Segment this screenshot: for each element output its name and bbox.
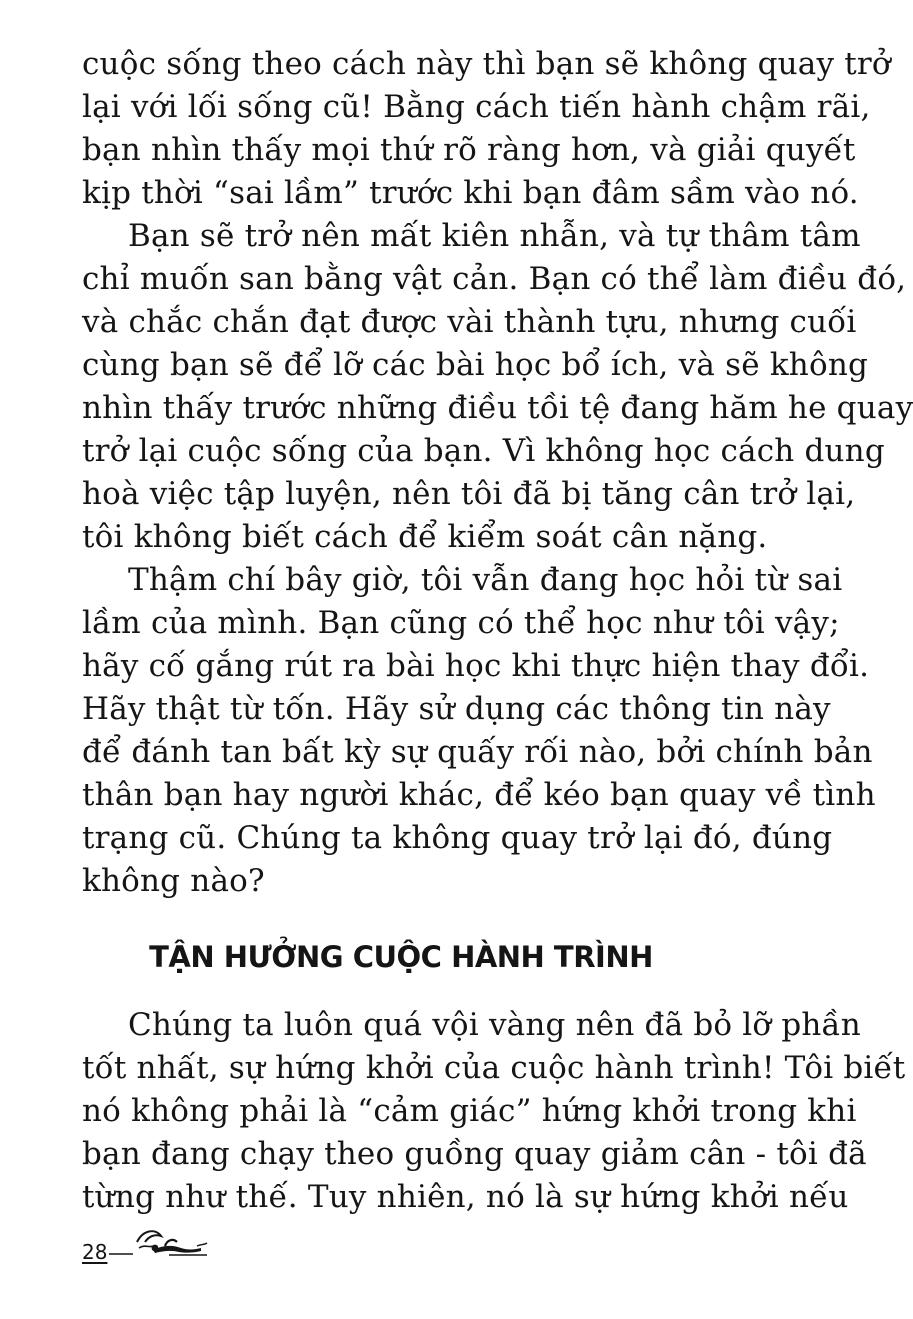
text-line: trở lại cuộc sống của bạn. Vì không học cách dung	[82, 433, 885, 469]
text-line: từng như thế. Tuy nhiên, nó là sự hứng khởi nếu	[82, 1179, 849, 1215]
text-line: Hãy thật từ tốn. Hãy sử dụng các thông tin này	[82, 691, 831, 727]
page-number: 28	[82, 1240, 108, 1264]
text-line: kịp thời “sai lầm” trước khi bạn đâm sầm vào nó.	[82, 175, 859, 211]
text-line: thân bạn hay người khác, để kéo bạn quay về tình	[82, 777, 876, 813]
text-line: để đánh tan bất kỳ sự quấy rối nào, bởi chính bản	[82, 734, 873, 770]
text-line: tốt nhất, sự hứng khởi của cuộc hành trình! Tôi biết	[82, 1050, 906, 1086]
text-line: nhìn thấy trước những điều tồi tệ đang hăm he quay	[82, 390, 913, 426]
text-line: lại với lối sống cũ! Bằng cách tiến hành chậm rãi,	[82, 89, 871, 125]
text-line: hoà việc tập luyện, nên tôi đã bị tăng cân trở lại,	[82, 476, 856, 512]
text-line: không nào?	[82, 863, 265, 899]
text-line: cùng bạn sẽ để lỡ các bài học bổ ích, và sẽ không	[82, 347, 869, 383]
text-line: Chúng ta luôn quá vội vàng nên đã bỏ lỡ phần	[128, 1007, 861, 1043]
text-line: Thậm chí bây giờ, tôi vẫn đang học hỏi từ sai	[128, 562, 843, 598]
text-line: lầm của mình. Bạn cũng có thể học như tôi vậy;	[82, 605, 840, 641]
section-heading: TẬN HƯỞNG CUỘC HÀNH TRÌNH	[149, 940, 653, 974]
page-footer	[82, 1224, 209, 1264]
text-line: hãy cố gắng rút ra bài học khi thực hiện thay đổi.	[82, 648, 870, 684]
swimmer-icon	[109, 1224, 209, 1258]
text-line: bạn đang chạy theo guồng quay giảm cân - tôi đã	[82, 1136, 867, 1172]
text-line: cuộc sống theo cách này thì bạn sẽ không quay trở	[82, 46, 891, 82]
text-line: và chắc chắn đạt được vài thành tựu, nhưng cuối	[82, 304, 857, 340]
text-line: chỉ muốn san bằng vật cản. Bạn có thể làm điều đó,	[82, 261, 907, 297]
text-line: trạng cũ. Chúng ta không quay trở lại đó, đúng	[82, 820, 833, 856]
text-line: tôi không biết cách để kiểm soát cân nặng.	[82, 519, 768, 555]
text-line: bạn nhìn thấy mọi thứ rõ ràng hơn, và giải quyết	[82, 132, 856, 168]
text-line: nó không phải là “cảm giác” hứng khởi trong khi	[82, 1093, 857, 1129]
text-line: Bạn sẽ trở nên mất kiên nhẫn, và tự thâm tâm	[128, 218, 861, 254]
